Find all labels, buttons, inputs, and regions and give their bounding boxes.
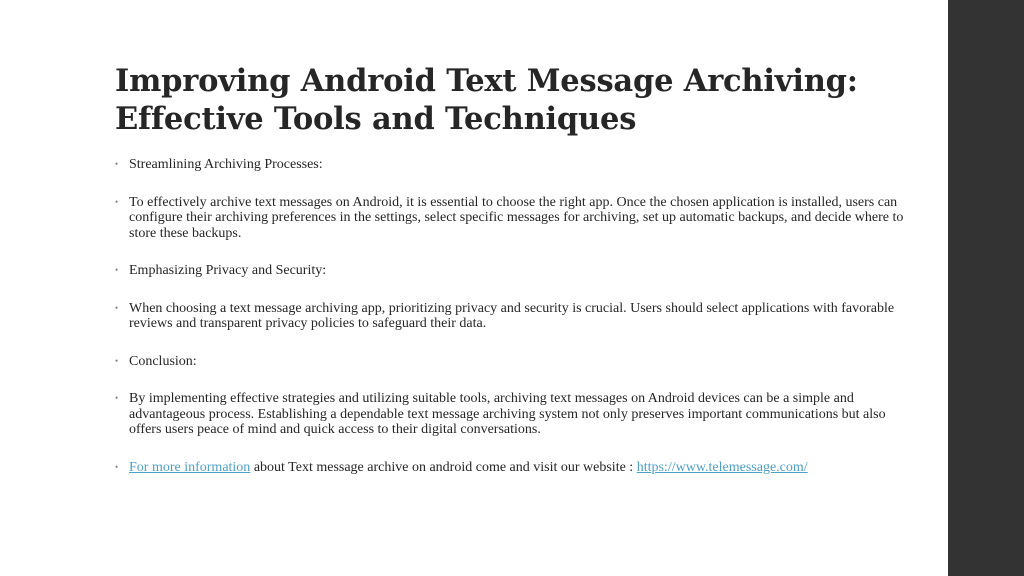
bullet-text: By implementing effective strategies and utilizing suitable tools, archiving text messages on Android devices can be a simple and advantageous process. Establishing a dependable text message archiving system not only preserves important communications but also offers users peace of mind and quick access to their digital conversations. [129,391,886,437]
bullet-text: Streamlining Archiving Processes: [129,157,323,172]
bullet-item [115,157,915,173]
bullet-dot-icon: • [115,159,119,169]
bullet-item [115,354,915,370]
bullet-dot-icon: • [115,196,119,207]
bullet-item [115,391,915,438]
bullet-item [115,263,915,279]
bullet-item-more-info [115,460,915,476]
bullet-text: To effectively archive text messages on Android, it is essential to choose the right app. Once the chosen application is installed, users can configure their archiving preferences in the settings, select specific messages for archiving, set up automatic backups, and decide where to store these backups. [129,194,904,241]
bullet-dot-icon: • [115,265,119,275]
website-link[interactable]: https://www.telemessage.com/ [636,459,808,475]
more-information-link[interactable]: For more information [129,459,251,475]
side-bar [948,0,1024,576]
more-info-text: about Text message archive on android come and visit our website : [250,459,637,475]
bullet-dot-icon: • [115,461,119,472]
bullet-item [115,301,915,332]
bullet-text: Emphasizing Privacy and Security: [129,263,327,278]
title-line-2: Effective Tools and Techniques [115,101,637,137]
bullet-dot-icon: • [115,355,119,366]
bullet-dot-icon: • [115,393,119,403]
bullet-dot-icon: • [115,302,119,313]
bullet-text: Conclusion: [129,353,197,369]
bullet-list [115,157,915,497]
title-line-1: Improving Android Text Message Archiving: [115,63,858,99]
slide-title [115,62,915,138]
bullet-item [115,195,915,242]
bullet-text: When choosing a text message archiving app, prioritizing privacy and security is crucial. Users should select applications with favorable reviews and transparent privacy policies to safeguard their data. [129,300,895,331]
